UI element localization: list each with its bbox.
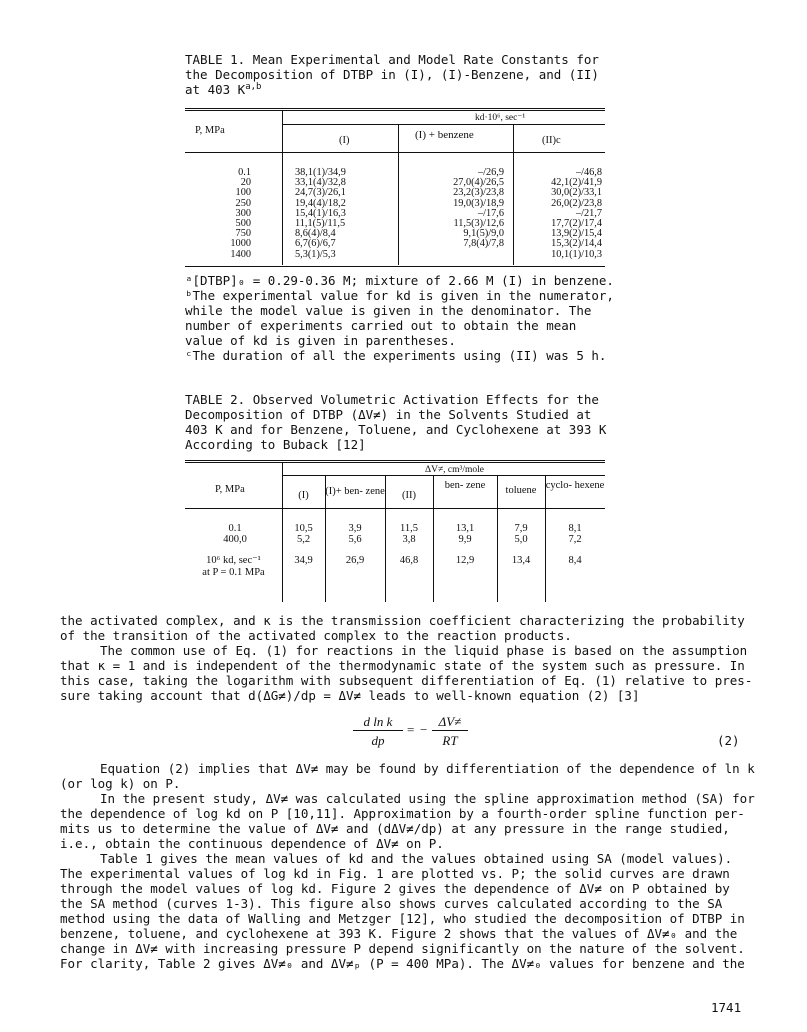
- body-line: the activated complex, and κ is the transmission coefficient characterizing the probability: [60, 613, 745, 628]
- table1-caption-line: TABLE 1. Mean Experimental and Model Rate Constants for: [185, 52, 599, 67]
- table2-k-cell: 26,9: [345, 555, 365, 566]
- body-line: change in ΔV≠ with increasing pressure P depend significantly on the nature of the solvent.: [60, 941, 745, 956]
- body-line: mits us to determine the value of ΔV≠ and (dΔV≠/dp) at any pressure in the range studied,: [60, 821, 730, 836]
- table2-pressure-header: P, MPa: [215, 484, 245, 495]
- table1: [185, 104, 605, 266]
- footnote: ᵇThe experimental value for kd is given in the numerator,: [185, 288, 614, 303]
- body-line: In the present study, ΔV≠ was calculated using the spline approximation method (SA) for: [100, 791, 755, 806]
- table2-caption: [185, 392, 605, 452]
- table2-col-header: (I)+ ben- zene: [325, 486, 385, 497]
- table2: [185, 460, 605, 602]
- equation-lhs-denominator: dp: [371, 733, 385, 748]
- table2-caption-line: Decomposition of DTBP (ΔV≠) in the Solvents Studied at: [185, 407, 592, 422]
- table1-pressure-column: 0.1 20 100 250 300 500 750 1000 1400: [230, 167, 251, 260]
- body-line: through the model values of log kd. Figure 2 gives the dependence of ΔV≠ on P obtained by: [60, 881, 730, 896]
- body-line: benzene, toluene, and cyclohexene at 393 K. Figure 2 shows that the values of ΔV≠₀ and the: [60, 926, 738, 941]
- body-paragraph-a: [60, 613, 753, 703]
- table2-cell: 13,1 9,9: [455, 523, 475, 545]
- table2-cell: 3,9 5,6: [348, 523, 362, 545]
- body-line: (or log k) on P.: [60, 776, 181, 791]
- footnote: ᶜThe duration of all the experiments using (II) was 5 h.: [185, 348, 607, 363]
- table2-row-pressure: 0.1 400,0: [223, 523, 247, 545]
- table1-column-I: 38,1(1)/34,9 33,1(4)/32,8 24,7(3)/26,1 19,4(4)/18,2 15,4(1)/16,3 11,1(5)/11,5 8,6(4)/8,4 6,7(6)/6,7 5,3(1)/5,3: [295, 167, 346, 260]
- table2-cell: 8,1 7,2: [568, 523, 582, 545]
- body-line: method using the data of Walling and Metzger [12], who studied the decomposition of DTBP in: [60, 911, 745, 926]
- equation-number: (2): [717, 733, 740, 748]
- table1-col-header: (I): [339, 135, 350, 146]
- table1-caption: [185, 52, 605, 97]
- equation-rhs-numerator: ΔV≠: [438, 714, 462, 729]
- table1-col-header-superscript: c: [556, 135, 561, 146]
- body-line: the SA method (curves 1-3). This figure also shows curves calculated according to the SA: [60, 896, 723, 911]
- table2-caption-line: TABLE 2. Observed Volumetric Activation Effects for the: [185, 392, 599, 407]
- table1-caption-line: the Decomposition of DTBP in (I), (I)-Benzene, and (II): [185, 67, 599, 82]
- body-line: For clarity, Table 2 gives ΔV≠₀ and ΔV≠ₚ (P = 400 MPa). The ΔV≠₀ values for benzene and the: [60, 956, 745, 971]
- equation-lhs-numerator: d ln k: [363, 714, 393, 729]
- table2-k-row-label: 10⁶ kd, sec⁻¹ at P = 0.1 MPa: [202, 555, 265, 578]
- table1-group-header: kd·10⁶, sec⁻¹: [475, 113, 526, 123]
- body-line: Table 1 gives the mean values of kd and the values obtained using SA (model values).: [100, 851, 733, 866]
- body-line: i.e., obtain the continuous dependence of ΔV≠ on P.: [60, 836, 444, 851]
- footnote: number of experiments carried out to obtain the mean: [185, 318, 577, 333]
- table2-cell: 10,5 5,2: [294, 523, 313, 545]
- page-number: 1741: [711, 1000, 742, 1015]
- table2-col-header: (I): [298, 490, 309, 501]
- body-line: this case, taking the logarithm with subsequent differentiation of Eq. (1) relative to pres-: [60, 673, 753, 688]
- table2-col-header: toluene: [505, 485, 537, 496]
- table1-col-header: (I) + benzene: [415, 129, 474, 141]
- table2-cell: 11,5 3,8: [400, 523, 418, 545]
- table1-caption-line: at 403 K$^{a,b}$: [185, 81, 262, 97]
- table2-k-cell: 8,4: [568, 555, 582, 566]
- table2-col-header: (II): [402, 490, 416, 501]
- table1-footnotes: [185, 273, 614, 363]
- table2-caption-line: According to Buback [12]: [185, 437, 366, 452]
- footnote: ᵃ[DTBP]₀ = 0.29-0.36 M; mixture of 2.66 M (I) in benzene.: [185, 273, 614, 288]
- body-line: that κ = 1 and is independent of the thermodynamic state of the system such as pressure. In: [60, 658, 745, 673]
- body-paragraph-b: [60, 761, 755, 971]
- body-line: Equation (2) implies that ΔV≠ may be found by differentiation of the dependence of ln k: [100, 761, 755, 776]
- table2-k-cell: 13,4: [511, 555, 531, 566]
- body-line: of the transition of the activated complex to the reaction products.: [60, 628, 572, 643]
- table1-column-II: –/46,8 42,1(2)/41,9 30,0(2)/33,1 26,0(2)/23,8 –/21,7 17,7(2)/17,4 13,9(2)/15,4 15,3(2)/14,4 10,1(1)/10,3: [551, 167, 602, 260]
- table2-caption-line: 403 K and for Benzene, Toluene, and Cyclohexene at 393 K: [185, 422, 607, 437]
- footnote: value of kd is given in parentheses.: [185, 333, 456, 348]
- table2-group-header: ΔV≠, cm³/mole: [425, 465, 485, 475]
- table1-caption-superscript: a,b: [245, 81, 262, 92]
- body-line: The common use of Eq. (1) for reactions in the liquid phase is based on the assumption: [100, 643, 748, 658]
- table1-pressure-header: P, MPa: [195, 125, 225, 136]
- table2-cell: 7,9 5,0: [514, 523, 528, 545]
- table1-column-I-benzene: –/26,9 27,0(4)/26,5 23,2(3)/23,8 19,0(3)/18,9 –/17,6 11,5(3)/12,6 9,1(5)/9,0 7,8(4)/7,8: [453, 167, 504, 250]
- table2-k-cell: 34,9: [294, 555, 313, 566]
- table2-col-header: cyclo- hexene: [545, 480, 605, 491]
- footnote: while the model value is given in the denominator. The: [185, 303, 592, 318]
- table2-k-cell: 46,8: [399, 555, 419, 566]
- body-line: the dependence of log kd on P [10,11]. Approximation by a fourth-order spline function per-: [60, 806, 745, 821]
- body-line: sure taking account that d(ΔG≠)/dp = ΔV≠ leads to well-known equation (2) [3]: [60, 688, 640, 703]
- table2-k-cell: 12,9: [455, 555, 475, 566]
- table1-col-header: (II)c: [542, 135, 561, 146]
- equation-rhs-denominator: RT: [442, 733, 458, 748]
- table2-col-header: ben- zene: [444, 480, 486, 491]
- body-line: The experimental values of log kd in Fig. 1 are plotted vs. P; the solid curves are drawn: [60, 866, 730, 881]
